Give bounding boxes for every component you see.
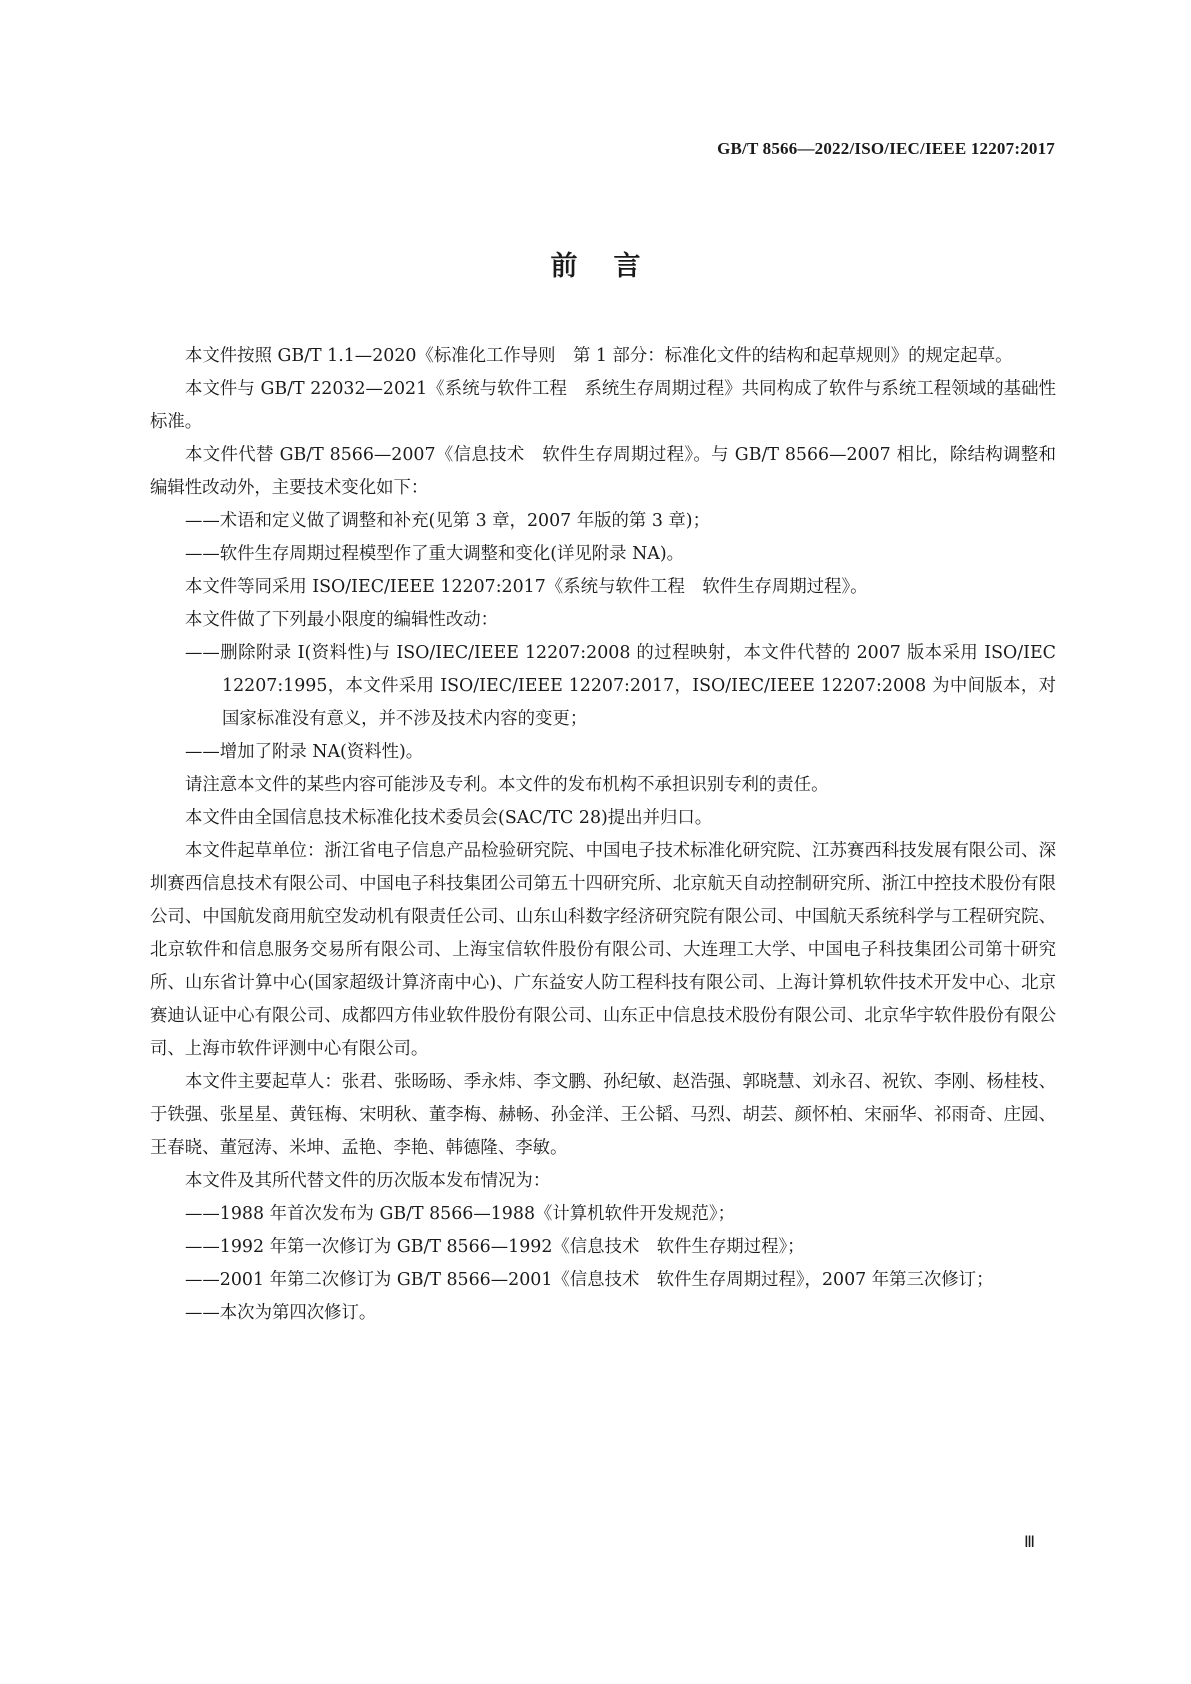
dash-list-item: ——2001 年第二次修订为 GB/T 8566—2001《信息技术 软件生存周期过程》，2007 年第三次修订； [185,1270,994,1290]
dash-list-item: ——删除附录 I(资料性)与 ISO/IEC/IEEE 12207:2008 的过程映射，本文件代替的 2007 版本采用 ISO/IEC 12207:1995，本文件采用 ISO/IEC/IEEE 12207:2017，ISO/IEC/IEEE 12207:2008 为中间版本，对国家标准没有意义，并不涉及技术内容的变更； [185,643,1056,729]
dash-list-item: ——软件生存周期过程模型作了重大调整和变化(详见附录 NA)。 [185,544,685,564]
dash-list-item: ——术语和定义做了调整和补充(见第 3 章，2007 年版的第 3 章)； [185,511,710,531]
page-number: Ⅲ [1023,1534,1035,1551]
dash-list-item: ——1992 年第一次修订为 GB/T 8566—1992《信息技术 软件生存期过程》； [185,1237,805,1257]
foreword-body [150,340,1056,1330]
paragraph: 本文件及其所代替文件的历次版本发布情况为： [185,1171,551,1191]
paragraph: 本文件主要起草人：张君、张旸旸、季永炜、李文鹏、孙纪敏、赵浩强、郭晓慧、刘永召、祝钦、李刚、杨桂枝、于铁强、张星星、黄钰梅、宋明秋、董李梅、赫畅、孙金洋、王公韬、马烈、胡芸、颜怀柏、宋丽华、祁雨奇、庄园、王春晓、董冠涛、米坤、孟艳、李艳、韩德隆、李敏。 [150,1072,1056,1158]
page-title: 前言 [550,251,677,282]
paragraph: 本文件代替 GB/T 8566—2007《信息技术 软件生存周期过程》。与 GB/T 8566—2007 相比，除结构调整和编辑性改动外，主要技术变化如下： [150,445,1056,498]
paragraph: 本文件等同采用 ISO/IEC/IEEE 12207:2017《系统与软件工程 软件生存周期过程》。 [185,577,868,597]
paragraph: 本文件起草单位：浙江省电子信息产品检验研究院、中国电子技术标准化研究院、江苏赛西科技发展有限公司、深圳赛西信息技术有限公司、中国电子科技集团公司第五十四研究所、北京航天自动控制研究所、浙江中控技术股份有限公司、中国航发商用航空发动机有限责任公司、山东山科数字经济研究院有限公司、中国航天系统科学与工程研究院、北京软件和信息服务交易所有限公司、上海宝信软件股份有限公司、大连理工大学、中国电子科技集团公司第十研究所、山东省计算中心(国家超级计算济南中心)、广东益安人防工程科技有限公司、上海计算机软件技术开发中心、北京赛迪认证中心有限公司、成都四方伟业软件股份有限公司、山东正中信息技术股份有限公司、北京华宇软件股份有限公司、上海市软件评测中心有限公司。 [150,841,1056,1059]
dash-list-item: ——本次为第四次修订。 [185,1303,377,1323]
paragraph: 请注意本文件的某些内容可能涉及专利。本文件的发布机构不承担识别专利的责任。 [185,775,829,795]
standard-code-header: GB/T 8566—2022/ISO/IEC/IEEE 12207:2017 [717,139,1055,158]
paragraph: 本文件与 GB/T 22032—2021《系统与软件工程 系统生存周期过程》共同构成了软件与系统工程领域的基础性标准。 [150,379,1056,432]
paragraph: 本文件做了下列最小限度的编辑性改动： [185,610,499,630]
dash-list-item: ——增加了附录 NA(资料性)。 [185,742,424,762]
paragraph: 本文件按照 GB/T 1.1—2020《标准化工作导则 第 1 部分：标准化文件的结构和起草规则》的规定起草。 [185,346,1013,366]
paragraph: 本文件由全国信息技术标准化技术委员会(SAC/TC 28)提出并归口。 [185,808,713,828]
dash-list-item: ——1988 年首次发布为 GB/T 8566—1988《计算机软件开发规范》； [185,1204,735,1224]
